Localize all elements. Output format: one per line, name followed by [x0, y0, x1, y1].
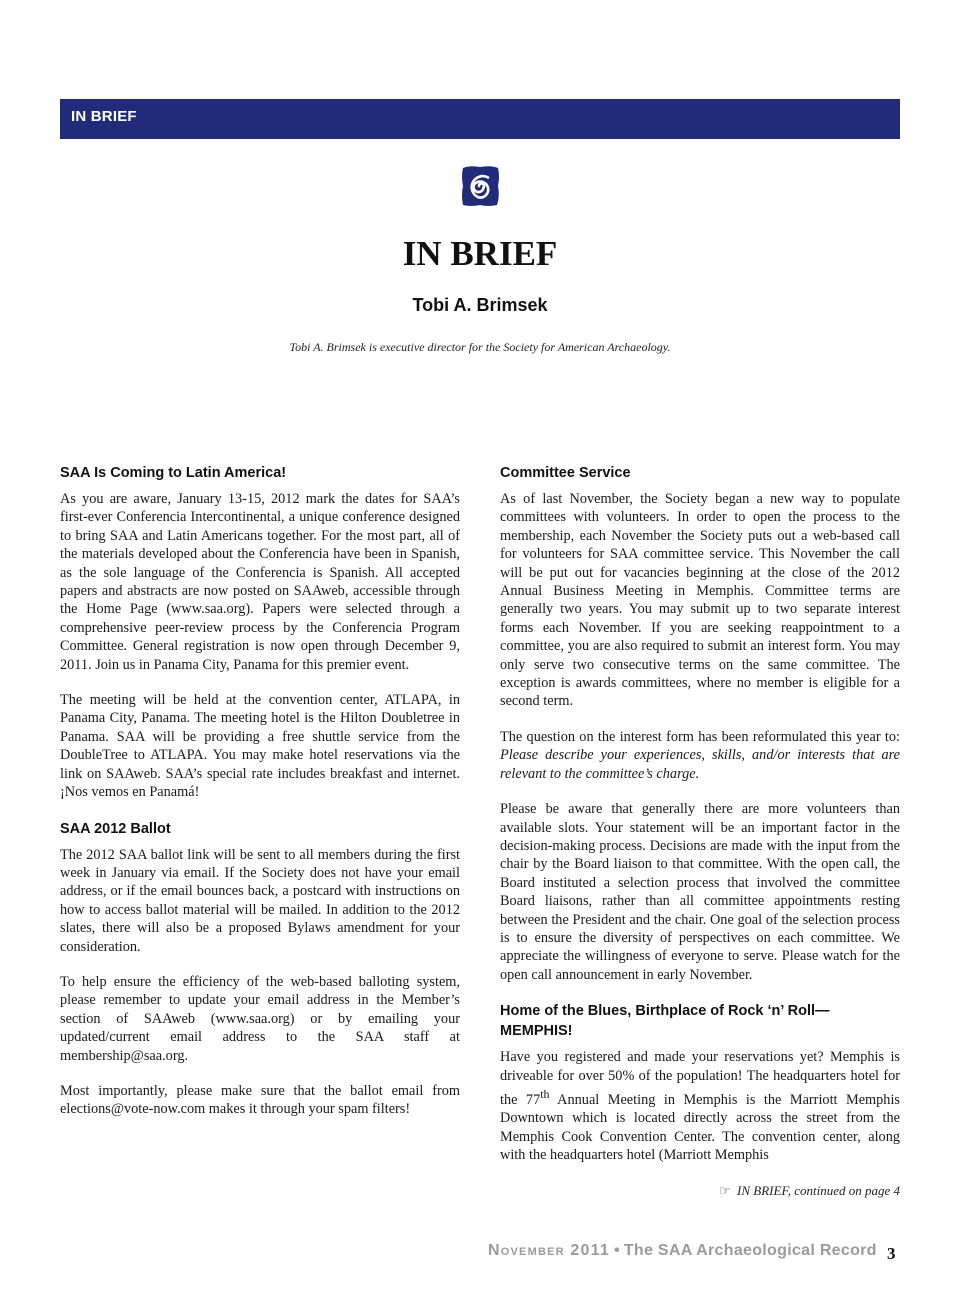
paragraph: As you are aware, January 13-15, 2012 mark the dates for SAA’s first-ever Conferencia Intercontinental, a unique conference designed to bring SAA and Latin Americans together. For the most part, all of the materials developed about the Conferencia have been in Spanish, as the sole language of the Conferencia is Spanish. All accepted papers and abstracts are now posted on SAAweb, accessible through the Home Page (www.saa.org). Papers were selected through a comprehensive peer-review process by the Conferencia Program Committee. General registration is now open through December 9, 2011. Join us in Panama City, Panama for this premier event. [60, 491, 460, 673]
interest-form-question: Please describe your experiences, skills, and/or interests that are relevant to the committee’s charge. [500, 747, 900, 782]
paragraph: The 2012 SAA ballot link will be sent to all members during the first week in January via email. If the Society does not have your email address, or if the email bounces back, a postcard with instructions on how to access ballot material will be mailed. In addition to the 2012 slates, there will also be a proposed Bylaws amendment for your consideration. [60, 846, 460, 955]
paragraph: The meeting will be held at the convention center, ATLAPA, in Panama City, Panama. The meeting hotel is the Hilton Doubletree in Panama. SAA will be providing a free shuttle service from the DoubleTree to ATLAPA. You may make hotel reservations via the link on SAAweb. SAA’s special rate includes breakfast and internet. ¡Nos vemos en Panamá! [60, 692, 460, 801]
author-bio: Tobi A. Brimsek is executive director for the Society for American Archaeology. [289, 340, 671, 354]
paragraph [500, 728, 900, 783]
page-footer [488, 1242, 877, 1260]
right-column [500, 463, 900, 1181]
section-latin-america [60, 463, 460, 802]
section-heading: SAA 2012 Ballot [60, 820, 171, 837]
paragraph [500, 1048, 900, 1164]
footer-month: November 2011 [488, 1242, 610, 1259]
page-number: 3 [887, 1244, 896, 1263]
section-ballot [60, 819, 460, 1119]
memphis-text-a: Have you registered and made your reservations yet? Memphis is driveable for over 50% of the population! The headquarters hotel for the 77 [500, 1049, 900, 1108]
section-heading: SAA Is Coming to Latin America! [60, 465, 287, 481]
footer-publication: The SAA Archaeological Record [623, 1242, 877, 1259]
article-author: Tobi A. Brimsek [412, 295, 548, 315]
pointing-hand-icon: ☞ [719, 1183, 731, 1198]
ordinal-suffix: th [540, 1086, 550, 1101]
memphis-text-b: Annual Meeting in Memphis is the Marriott Memphis Downtown which is located directly across the street from the Memphis Cook Convention Center. The convention center, along with the headquarters hotel (Marriott Memphis [500, 1091, 900, 1163]
section-memphis [500, 1001, 900, 1164]
question-lead: The question on the interest form has been reformulated this year to: [500, 728, 900, 745]
paragraph: To help ensure the efficiency of the web-based balloting system, please remember to update your email address in the Member’s section of SAAweb (www.saa.org) or by emailing your updated/current email address to the SAA staff at membership@saa.org. [60, 973, 460, 1064]
paragraph: Most importantly, please make sure that the ballot email from elections@vote-now.com makes it through your spam filters! [60, 1082, 460, 1118]
footer-bullet: • [613, 1242, 620, 1259]
section-banner [60, 99, 900, 139]
article-title: IN BRIEF [402, 234, 558, 273]
left-column [60, 463, 460, 1136]
continued-text: IN BRIEF, continued on page 4 [737, 1183, 900, 1198]
banner-label: IN BRIEF [71, 108, 137, 125]
section-heading: Home of the Blues, Birthplace of Rock ‘n’ Roll—MEMPHIS! [500, 1003, 830, 1040]
paragraph: As of last November, the Society began a new way to populate committees with volunteers. In order to open the process to the membership, each November the Society puts out a web-based call for volunteers for SAA committee service. This November the call will be put out for vacancies beginning at the close of the 2012 Annual Business Meeting in Memphis. Committee terms are generally two years. You may submit up to two separate interest forms each November. If you are seeking reappointment to a committee, you are also required to submit an interest form. You may only serve two consecutive terms on the same committee. The exception is awards committees, where no member is eligible for a second term. [500, 491, 900, 710]
paragraph: Please be aware that generally there are more volunteers than available slots. Your statement will be an important factor in the decision-making process. Decisions are made with the input from the chair by the Board liaison to that committee. With the open call, the Board instituted a selection process that involved the committee Board liaisons, rather than all committee appointments resting between the President and the chair. One goal of the selection process is to ensure the diversity of perspectives on each committee. We appreciate the willingness of everyone to serve. Please watch for the open call announcement in early November. [500, 801, 900, 983]
spiral-logo-icon [460, 164, 501, 208]
continued-note [719, 1183, 900, 1199]
section-heading: Committee Service [500, 465, 631, 481]
section-committee-service [500, 463, 900, 984]
